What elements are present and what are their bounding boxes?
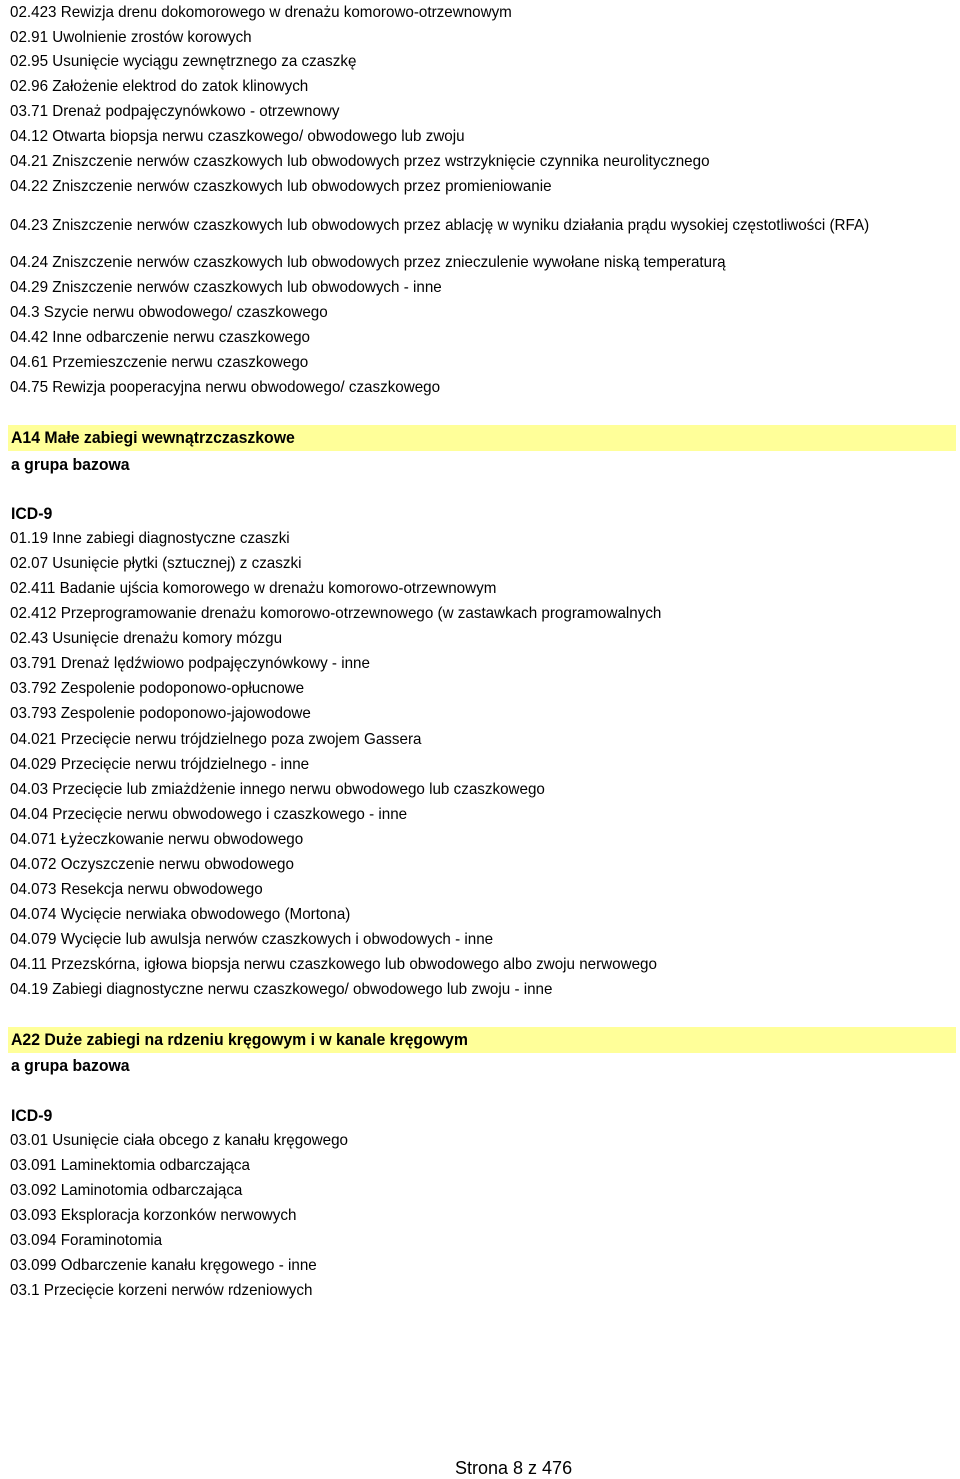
- code-system-label: ICD-9: [11, 504, 53, 523]
- list-item: 02.95 Usunięcie wyciągu zewnętrznego za czaszkę: [10, 53, 357, 70]
- list-item: 03.792 Zespolenie podoponowo-opłucnowe: [10, 680, 305, 697]
- list-item: 03.091 Laminektomia odbarczająca: [10, 1157, 250, 1174]
- list-item: 04.021 Przecięcie nerwu trójdzielnego poza zwojem Gassera: [10, 731, 422, 748]
- list-item: 03.093 Eksploracja korzonków nerwowych: [10, 1207, 297, 1224]
- section-title: A22 Duże zabiegi na rdzeniu kręgowym i w kanale kręgowym: [11, 1030, 468, 1049]
- page-number: Strona 8 z 476: [455, 1458, 573, 1478]
- list-item: 04.074 Wycięcie nerwiaka obwodowego (Mortona): [10, 906, 351, 923]
- group-label: a grupa bazowa: [11, 455, 130, 474]
- list-item: 03.791 Drenaż lędźwiowo podpajęczynówkowy - inne: [10, 655, 370, 672]
- list-item: 04.073 Resekcja nerwu obwodowego: [10, 881, 263, 898]
- list-item: 02.412 Przeprogramowanie drenażu komorowo-otrzewnowego (w zastawkach programowalnych: [10, 605, 662, 622]
- code-system-label: ICD-9: [11, 1106, 53, 1125]
- list-item: 04.23 Zniszczenie nerwów czaszkowych lub obwodowych przez ablację w wyniku działania prądu wysokiej częstotliwości (RFA): [10, 217, 870, 234]
- list-item: 04.3 Szycie nerwu obwodowego/ czaszkowego: [10, 304, 328, 321]
- list-item: 04.19 Zabiegi diagnostyczne nerwu czaszkowego/ obwodowego lub zwoju - inne: [10, 981, 553, 998]
- list-item: 02.43 Usunięcie drenażu komory mózgu: [10, 630, 283, 647]
- list-item: 04.29 Zniszczenie nerwów czaszkowych lub obwodowych - inne: [10, 279, 442, 296]
- list-item: 03.1 Przecięcie korzeni nerwów rdzeniowych: [10, 1282, 313, 1299]
- list-item: 02.91 Uwolnienie zrostów korowych: [10, 29, 252, 46]
- list-item: 02.411 Badanie ujścia komorowego w drenażu komorowo-otrzewnowym: [10, 580, 497, 597]
- list-item: 02.07 Usunięcie płytki (sztucznej) z czaszki: [10, 555, 302, 572]
- list-item: 03.71 Drenaż podpajęczynówkowo - otrzewnowy: [10, 103, 340, 120]
- list-item: 03.793 Zespolenie podoponowo-jajowodowe: [10, 705, 311, 722]
- list-item: 04.75 Rewizja pooperacyjna nerwu obwodowego/ czaszkowego: [10, 379, 441, 396]
- list-item: 04.072 Oczyszczenie nerwu obwodowego: [10, 856, 294, 873]
- list-item: 04.079 Wycięcie lub awulsja nerwów czaszkowych i obwodowych - inne: [10, 931, 494, 948]
- list-item: 04.04 Przecięcie nerwu obwodowego i czaszkowego - inne: [10, 806, 408, 823]
- list-item: 03.092 Laminotomia odbarczająca: [10, 1182, 243, 1199]
- list-item: 04.42 Inne odbarczenie nerwu czaszkowego: [10, 329, 310, 346]
- list-item: 04.11 Przezskórna, igłowa biopsja nerwu czaszkowego lub obwodowego albo zwoju nerwowego: [10, 956, 657, 973]
- list-item: 04.12 Otwarta biopsja nerwu czaszkowego/ obwodowego lub zwoju: [10, 128, 465, 145]
- list-item: 04.61 Przemieszczenie nerwu czaszkowego: [10, 354, 309, 371]
- list-item: 02.96 Założenie elektrod do zatok klinowych: [10, 78, 309, 95]
- list-item: 02.423 Rewizja drenu dokomorowego w drenażu komorowo-otrzewnowym: [10, 4, 512, 21]
- list-item: 04.029 Przecięcie nerwu trójdzielnego - inne: [10, 756, 310, 773]
- list-item: 04.03 Przecięcie lub zmiażdżenie innego nerwu obwodowego lub czaszkowego: [10, 781, 545, 798]
- list-item: 04.21 Zniszczenie nerwów czaszkowych lub obwodowych przez wstrzyknięcie czynnika neurolitycznego: [10, 153, 710, 170]
- list-item: 03.099 Odbarczenie kanału kręgowego - inne: [10, 1257, 317, 1274]
- section-title: A14 Małe zabiegi wewnątrzczaszkowe: [11, 428, 295, 447]
- group-label: a grupa bazowa: [11, 1056, 130, 1075]
- list-item: 01.19 Inne zabiegi diagnostyczne czaszki: [10, 530, 290, 547]
- list-item: 03.094 Foraminotomia: [10, 1232, 163, 1249]
- list-item: 04.22 Zniszczenie nerwów czaszkowych lub obwodowych przez promieniowanie: [10, 178, 552, 195]
- list-item: 03.01 Usunięcie ciała obcego z kanału kręgowego: [10, 1132, 349, 1149]
- list-item: 04.071 Łyżeczkowanie nerwu obwodowego: [10, 831, 304, 848]
- list-item: 04.24 Zniszczenie nerwów czaszkowych lub obwodowych przez znieczulenie wywołane niską temperaturą: [10, 254, 726, 271]
